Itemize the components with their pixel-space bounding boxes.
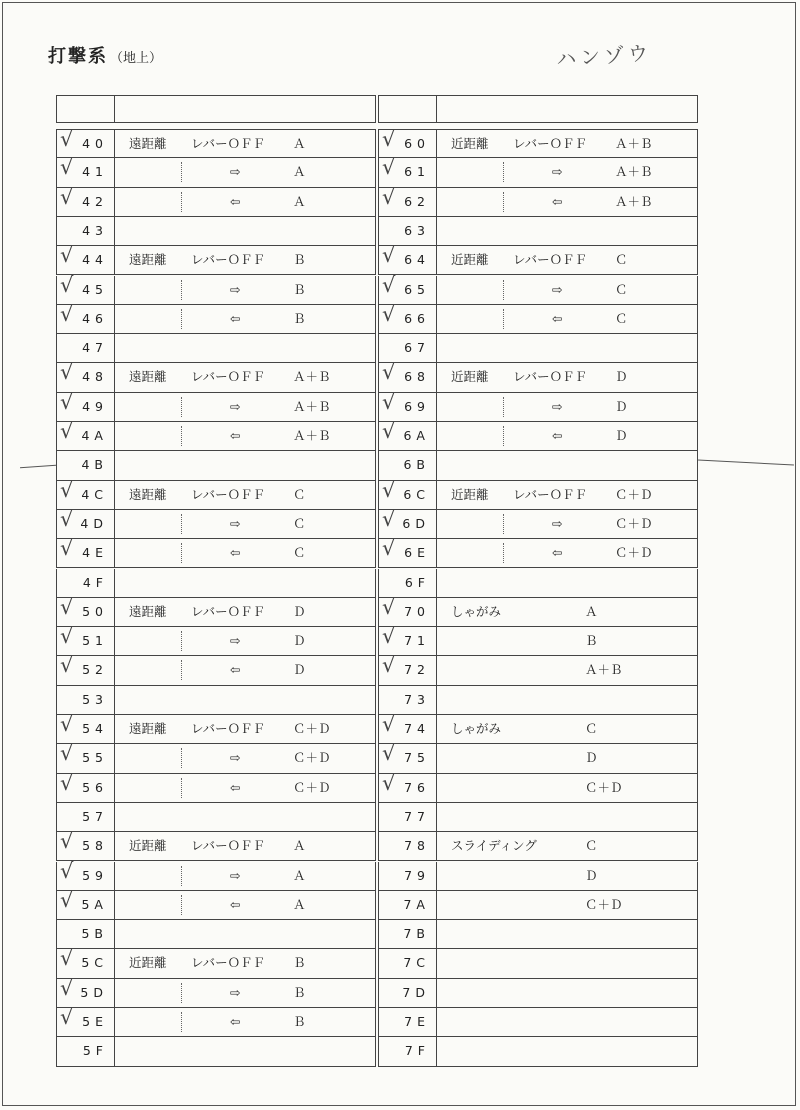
right-table-row xyxy=(378,536,698,568)
checkmark-icon: √ xyxy=(382,712,396,736)
button-label: Ｃ＋Ｄ xyxy=(293,779,331,795)
move-code: 58 xyxy=(57,832,115,860)
dotted-divider xyxy=(181,426,182,446)
button-label: Ｃ xyxy=(293,545,306,561)
distance-label: 遠距離 xyxy=(129,136,167,151)
left-table-row xyxy=(56,217,376,246)
arrow-right-icon: ⇨ xyxy=(230,984,241,1000)
move-code: 6D xyxy=(379,510,437,538)
move-code: 43 xyxy=(57,217,115,245)
right-table-row xyxy=(378,155,698,187)
left-table-row xyxy=(56,1037,376,1066)
right-table-row xyxy=(378,243,698,275)
move-code: 4B xyxy=(57,451,115,479)
move-code: 5B xyxy=(57,920,115,948)
checkmark-icon: √ xyxy=(60,653,74,678)
move-code: 49 xyxy=(57,393,115,421)
right-table-row xyxy=(378,862,698,891)
button-label: Ｃ＋Ｄ xyxy=(293,721,331,736)
checkmark-icon: √ xyxy=(60,127,74,151)
checkmark-icon: √ xyxy=(60,624,74,649)
arrow-left-icon: ⇦ xyxy=(552,428,563,443)
checkmark-icon: √ xyxy=(382,272,396,297)
checkmark-icon: √ xyxy=(60,243,74,268)
button-label: Ａ＋Ｂ xyxy=(293,369,331,385)
button-label: Ｂ xyxy=(293,252,306,268)
button-label: Ｃ＋Ｄ xyxy=(615,545,653,561)
button-label: Ａ＋Ｂ xyxy=(585,662,623,678)
button-label: Ｂ xyxy=(293,281,306,297)
right-table-row xyxy=(378,184,698,217)
dotted-divider xyxy=(503,309,504,329)
button-label: Ｃ xyxy=(615,252,628,268)
move-code: 47 xyxy=(57,334,115,362)
dotted-divider xyxy=(503,280,504,300)
checkmark-icon: √ xyxy=(60,360,74,385)
right-table-row xyxy=(378,419,698,451)
button-label: Ｄ xyxy=(585,750,598,766)
checkmark-icon: √ xyxy=(60,887,74,912)
right-table-row xyxy=(378,389,698,422)
lever-label: レバーＯＦＦ xyxy=(191,252,266,268)
move-code: 5D xyxy=(57,979,115,1007)
arrow-right-icon: ⇨ xyxy=(230,515,241,531)
right-table-row xyxy=(378,477,698,510)
move-code: 70 xyxy=(379,598,437,626)
right-table-row xyxy=(378,360,698,392)
move-code: 4D xyxy=(57,510,115,538)
arrow-left-icon: ⇦ xyxy=(230,310,241,326)
dotted-divider xyxy=(181,280,182,300)
arrow-right-icon: ⇨ xyxy=(230,398,241,414)
dotted-divider xyxy=(181,543,182,563)
dotted-divider xyxy=(181,660,182,680)
checkmark-icon: √ xyxy=(60,946,74,971)
dotted-divider xyxy=(181,514,182,534)
move-code: 62 xyxy=(379,188,437,216)
move-code: 51 xyxy=(57,627,115,655)
move-code: 63 xyxy=(379,217,437,245)
distance-label: しゃがみ xyxy=(451,603,502,619)
checkmark-icon: √ xyxy=(382,477,396,502)
lever-label: レバーＯＦＦ xyxy=(191,486,266,502)
right-table-row xyxy=(378,741,698,773)
move-code: 45 xyxy=(57,276,115,304)
right-table-row xyxy=(378,334,698,363)
left-table-row xyxy=(56,129,376,158)
checkmark-icon: √ xyxy=(382,127,396,151)
move-code: 67 xyxy=(379,334,437,362)
dotted-divider xyxy=(181,895,182,915)
move-code: 61 xyxy=(379,158,437,186)
button-label: Ｄ xyxy=(615,428,628,443)
left-table-row xyxy=(56,334,376,363)
checkmark-icon: √ xyxy=(382,770,396,795)
button-label: Ａ xyxy=(585,603,598,619)
left-table-row xyxy=(56,946,376,978)
move-code: 4E xyxy=(57,539,115,567)
move-code: 55 xyxy=(57,744,115,772)
right-table-row xyxy=(378,712,698,744)
lever-label: レバーＯＦＦ xyxy=(191,838,266,854)
dotted-divider xyxy=(503,162,504,182)
left-table-row xyxy=(56,536,376,568)
distance-label: 近距離 xyxy=(129,955,167,971)
left-table-row xyxy=(56,712,376,744)
move-code: 68 xyxy=(379,363,437,391)
checkmark-icon: √ xyxy=(60,536,74,561)
button-label: Ｄ xyxy=(615,369,628,385)
left-table-row xyxy=(56,686,376,715)
left-table-row xyxy=(56,741,376,773)
left-table-row xyxy=(56,803,376,832)
button-label: Ｃ＋Ｄ xyxy=(585,896,623,912)
button-label: Ｄ xyxy=(585,867,598,883)
move-code: 41 xyxy=(57,158,115,186)
move-code: 54 xyxy=(57,715,115,743)
right-table-row xyxy=(378,770,698,803)
move-code: 73 xyxy=(379,686,437,714)
dotted-divider xyxy=(181,866,182,886)
lever-label: レバーＯＦＦ xyxy=(513,369,588,385)
move-code: 46 xyxy=(57,305,115,333)
arrow-right-icon: ⇨ xyxy=(230,750,241,766)
button-label: Ｄ xyxy=(293,633,306,649)
arrow-left-icon: ⇦ xyxy=(230,662,241,678)
left-table-row xyxy=(56,184,376,217)
checkmark-icon: √ xyxy=(60,829,74,854)
checkmark-icon: √ xyxy=(60,975,74,1000)
right-table-row xyxy=(378,217,698,246)
dotted-divider xyxy=(181,192,182,212)
lever-label: レバーＯＦＦ xyxy=(513,486,588,502)
distance-label: しゃがみ xyxy=(451,721,502,736)
checkmark-icon: √ xyxy=(60,477,74,502)
checkmark-icon: √ xyxy=(60,155,74,180)
button-label: Ｂ xyxy=(585,633,598,649)
distance-label: 近距離 xyxy=(129,838,167,854)
arrow-left-icon: ⇦ xyxy=(552,310,563,326)
title-text: 打撃系 xyxy=(48,46,108,67)
button-label: Ｂ xyxy=(293,955,306,971)
button-label: Ａ＋Ｂ xyxy=(293,428,331,443)
left-table-row xyxy=(56,569,376,598)
move-code: 59 xyxy=(57,862,115,890)
move-code: 77 xyxy=(379,803,437,831)
move-code: 7F xyxy=(379,1037,437,1065)
button-label: Ｃ＋Ｄ xyxy=(293,750,331,766)
handwritten-name: ハンゾウ xyxy=(555,40,653,72)
checkmark-icon: √ xyxy=(382,594,396,619)
distance-label: 近距離 xyxy=(451,369,489,385)
lever-label: レバーＯＦＦ xyxy=(191,603,266,619)
button-label: Ａ xyxy=(293,136,306,151)
right-table-row xyxy=(378,301,698,334)
right-table-row xyxy=(378,803,698,832)
arrow-left-icon: ⇦ xyxy=(552,193,563,209)
button-label: Ａ xyxy=(293,867,306,883)
dotted-divider xyxy=(181,309,182,329)
move-code: 6C xyxy=(379,481,437,509)
checkmark-icon: √ xyxy=(60,301,74,326)
lever-label: レバーＯＦＦ xyxy=(513,136,588,151)
button-label: Ｃ xyxy=(585,838,598,854)
arrow-right-icon: ⇨ xyxy=(230,867,241,883)
arrow-right-icon: ⇨ xyxy=(552,515,563,531)
distance-label: 近距離 xyxy=(451,252,489,268)
move-code: 7D xyxy=(379,979,437,1007)
move-code: 79 xyxy=(379,862,437,890)
right-header-code-cell xyxy=(379,96,437,122)
button-label: Ｂ xyxy=(293,310,306,326)
move-code: 5A xyxy=(57,891,115,919)
checkmark-icon: √ xyxy=(60,419,74,443)
checkmark-icon: √ xyxy=(60,770,74,795)
lever-label: レバーＯＦＦ xyxy=(191,721,266,736)
move-code: 5F xyxy=(57,1037,115,1065)
move-code: 48 xyxy=(57,363,115,391)
page-title xyxy=(48,42,162,68)
move-code: 75 xyxy=(379,744,437,772)
move-code: 7E xyxy=(379,1008,437,1036)
move-code: 7A xyxy=(379,891,437,919)
button-label: Ｃ xyxy=(585,721,598,736)
dotted-divider xyxy=(503,192,504,212)
right-table-row xyxy=(378,569,698,598)
button-label: Ｄ xyxy=(615,398,628,414)
button-label: Ａ＋Ｂ xyxy=(615,164,653,180)
button-label: Ｄ xyxy=(293,662,306,678)
title-subtitle: （地上） xyxy=(110,51,163,66)
distance-label: スライディング xyxy=(451,838,537,854)
left-table-row xyxy=(56,829,376,861)
move-table xyxy=(56,95,698,1061)
move-code: 50 xyxy=(57,598,115,626)
distance-label: 遠距離 xyxy=(129,369,167,385)
arrow-right-icon: ⇨ xyxy=(552,164,563,180)
move-code: 60 xyxy=(379,130,437,157)
right-header-row xyxy=(378,95,698,123)
dotted-divider xyxy=(181,397,182,417)
dotted-divider xyxy=(181,1012,182,1032)
move-code: 69 xyxy=(379,393,437,421)
dotted-divider xyxy=(181,162,182,182)
button-label: Ａ＋Ｂ xyxy=(615,193,653,209)
right-table-row xyxy=(378,129,698,158)
move-code: 6A xyxy=(379,422,437,450)
right-table-row xyxy=(378,653,698,685)
dotted-divider xyxy=(181,983,182,1003)
right-table-row xyxy=(378,979,698,1008)
distance-label: 遠距離 xyxy=(129,252,167,268)
arrow-left-icon: ⇦ xyxy=(230,1014,241,1029)
right-table-row xyxy=(378,1008,698,1037)
checkmark-icon: √ xyxy=(60,506,74,531)
move-code: 6F xyxy=(379,569,437,597)
button-label: Ｃ xyxy=(293,515,306,531)
checkmark-icon: √ xyxy=(382,184,396,209)
dotted-divider xyxy=(503,397,504,417)
move-code: 78 xyxy=(379,832,437,860)
move-code: 7B xyxy=(379,920,437,948)
button-label: Ａ＋Ｂ xyxy=(615,136,653,151)
left-table-row xyxy=(56,243,376,275)
move-code: 71 xyxy=(379,627,437,655)
checkmark-icon: √ xyxy=(382,360,396,385)
dotted-divider xyxy=(503,543,504,563)
button-label: Ｂ xyxy=(293,984,306,1000)
button-label: Ａ xyxy=(293,896,306,912)
right-table-row xyxy=(378,832,698,861)
move-code: 5C xyxy=(57,949,115,977)
move-code: 7C xyxy=(379,949,437,977)
move-code: 65 xyxy=(379,276,437,304)
left-table-row xyxy=(56,858,376,891)
lever-label: レバーＯＦＦ xyxy=(191,136,266,151)
lever-label: レバーＯＦＦ xyxy=(191,369,266,385)
distance-label: 遠距離 xyxy=(129,721,167,736)
move-code: 40 xyxy=(57,130,115,157)
arrow-right-icon: ⇨ xyxy=(230,633,241,649)
arrow-right-icon: ⇨ xyxy=(552,281,563,297)
checkmark-icon: √ xyxy=(382,741,396,766)
right-table-row xyxy=(378,624,698,656)
distance-label: 近距離 xyxy=(451,136,489,151)
arrow-left-icon: ⇦ xyxy=(230,779,241,795)
move-code: 6E xyxy=(379,539,437,567)
checkmark-icon: √ xyxy=(60,184,74,209)
checkmark-icon: √ xyxy=(382,155,396,180)
checkmark-icon: √ xyxy=(382,301,396,326)
right-table-row xyxy=(378,272,698,305)
lever-label: レバーＯＦＦ xyxy=(191,955,266,971)
checkmark-icon: √ xyxy=(382,243,396,268)
move-code: 57 xyxy=(57,803,115,831)
checkmark-icon: √ xyxy=(60,272,74,297)
move-code: 42 xyxy=(57,188,115,216)
left-table-row xyxy=(56,419,376,451)
left-header-code-cell xyxy=(57,96,115,122)
button-label: Ｄ xyxy=(293,603,306,619)
checkmark-icon: √ xyxy=(60,389,74,414)
left-table-row xyxy=(56,506,376,539)
distance-label: 遠距離 xyxy=(129,486,167,502)
arrow-left-icon: ⇦ xyxy=(230,193,241,209)
button-label: Ｃ＋Ｄ xyxy=(615,515,653,531)
checkmark-icon: √ xyxy=(60,741,74,766)
left-table-row xyxy=(56,155,376,187)
dotted-divider xyxy=(181,778,182,798)
left-table-row xyxy=(56,301,376,334)
button-label: Ｃ xyxy=(615,281,628,297)
arrow-right-icon: ⇨ xyxy=(230,281,241,297)
arrow-right-icon: ⇨ xyxy=(552,398,563,414)
left-table-row xyxy=(56,594,376,627)
dotted-divider xyxy=(503,426,504,446)
lever-label: レバーＯＦＦ xyxy=(513,252,588,268)
distance-label: 近距離 xyxy=(451,486,489,502)
move-code: 53 xyxy=(57,686,115,714)
button-label: Ｃ xyxy=(293,486,306,502)
left-header-row xyxy=(56,95,376,123)
right-table-row xyxy=(378,891,698,920)
checkmark-icon: √ xyxy=(60,858,74,883)
button-label: Ａ xyxy=(293,193,306,209)
checkmark-icon: √ xyxy=(382,419,396,443)
left-table-row xyxy=(56,887,376,920)
left-table-row xyxy=(56,624,376,656)
move-code: 5E xyxy=(57,1008,115,1036)
move-code: 4A xyxy=(57,422,115,450)
button-label: Ａ xyxy=(293,838,306,854)
dotted-divider xyxy=(181,748,182,768)
right-table-row xyxy=(378,949,698,978)
checkmark-icon: √ xyxy=(382,536,396,561)
move-code: 66 xyxy=(379,305,437,333)
right-table-row xyxy=(378,1037,698,1066)
checkmark-icon: √ xyxy=(382,506,396,531)
button-label: Ｃ＋Ｄ xyxy=(615,486,653,502)
distance-label: 遠距離 xyxy=(129,603,167,619)
button-label: Ｂ xyxy=(293,1014,306,1029)
left-table-row xyxy=(56,272,376,305)
dotted-divider xyxy=(181,631,182,651)
move-code: 4C xyxy=(57,481,115,509)
right-table-row xyxy=(378,920,698,949)
left-table-row xyxy=(56,653,376,685)
move-code: 64 xyxy=(379,246,437,274)
checkmark-icon: √ xyxy=(382,389,396,414)
move-code: 4F xyxy=(57,569,115,597)
left-table-row xyxy=(56,477,376,510)
arrow-left-icon: ⇦ xyxy=(230,545,241,561)
right-table-row xyxy=(378,451,698,480)
arrow-left-icon: ⇦ xyxy=(230,896,241,912)
right-table-row xyxy=(378,686,698,715)
left-table-row xyxy=(56,451,376,480)
arrow-left-icon: ⇦ xyxy=(230,428,241,443)
move-code: 6B xyxy=(379,451,437,479)
checkmark-icon: √ xyxy=(60,712,74,736)
left-table-row xyxy=(56,770,376,803)
checkmark-icon: √ xyxy=(382,624,396,649)
move-code: 44 xyxy=(57,246,115,274)
button-label: Ａ＋Ｂ xyxy=(293,398,331,414)
left-table-row xyxy=(56,360,376,392)
left-table-row xyxy=(56,389,376,422)
move-code: 76 xyxy=(379,774,437,802)
arrow-right-icon: ⇨ xyxy=(230,164,241,180)
arrow-left-icon: ⇦ xyxy=(552,545,563,561)
button-label: Ｃ xyxy=(615,310,628,326)
button-label: Ａ xyxy=(293,164,306,180)
left-table-row xyxy=(56,920,376,949)
left-table-row xyxy=(56,975,376,1008)
right-table-row xyxy=(378,594,698,627)
move-code: 74 xyxy=(379,715,437,743)
checkmark-icon: √ xyxy=(60,1005,74,1029)
left-table-row xyxy=(56,1005,376,1037)
checkmark-icon: √ xyxy=(60,594,74,619)
move-code: 56 xyxy=(57,774,115,802)
move-code: 72 xyxy=(379,656,437,684)
right-table-row xyxy=(378,506,698,539)
button-label: Ｃ＋Ｄ xyxy=(585,779,623,795)
checkmark-icon: √ xyxy=(382,653,396,678)
dotted-divider xyxy=(503,514,504,534)
move-code: 52 xyxy=(57,656,115,684)
